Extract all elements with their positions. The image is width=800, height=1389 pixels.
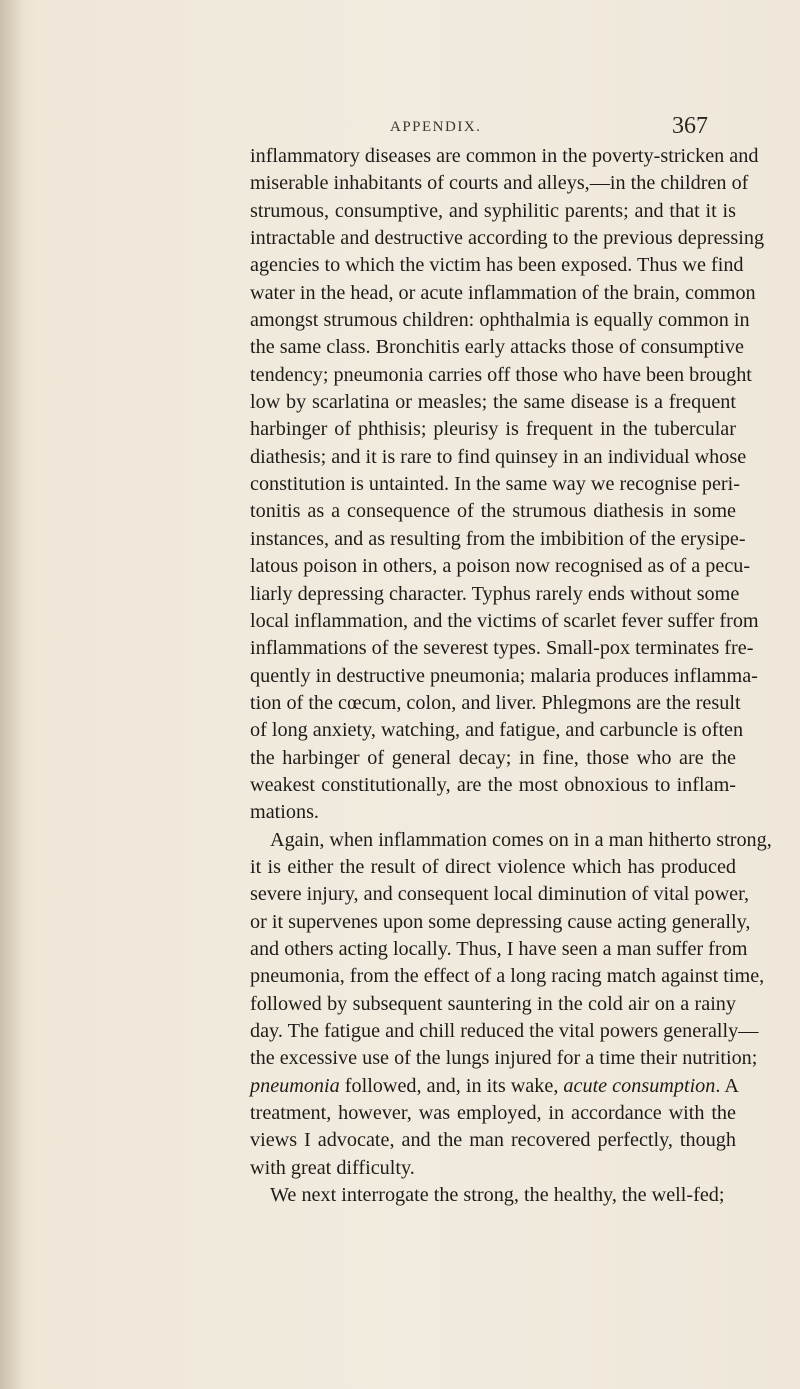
text-line: liarly depressing character. Typhus rarely ends without some: [250, 582, 740, 605]
text-line: constitution is untainted. In the same way we recognise peri-: [250, 473, 740, 496]
text-line: severe injury, and consequent local diminution of vital power,: [250, 883, 750, 906]
paragraph-3: [250, 1182, 736, 1209]
text-line: pneumonia followed, and, in its wake, acute consumption. A: [250, 1074, 739, 1097]
text-line: amongst strumous children: ophthalmia is equally common in: [250, 309, 750, 332]
text-line: pneumonia, from the effect of a long racing match against time,: [250, 965, 765, 988]
body-text: [250, 143, 772, 1209]
text-line: of long anxiety, watching, and fatigue, and carbuncle is often: [250, 719, 744, 742]
text-line: water in the head, or acute inflammation of the brain, common: [250, 281, 756, 304]
text-line: We next interrogate the strong, the healthy, the well-fed;: [270, 1184, 725, 1207]
text-line: diathesis; and it is rare to find quinsey in an individual whose: [250, 445, 747, 468]
binding-shadow: [0, 0, 24, 1389]
text-line: miserable inhabitants of courts and alleys,—in the children of: [250, 172, 749, 195]
text-line: harbinger of phthisis; pleurisy is frequent in the tubercular: [250, 418, 736, 441]
page-number: 367: [672, 113, 708, 139]
text-line: it is either the result of direct violence which has produced: [250, 855, 736, 878]
text-line: local inflammation, and the victims of scarlet fever suffer from: [250, 609, 759, 632]
italic-term: pneumonia: [250, 1074, 340, 1097]
paragraph-2: [250, 827, 772, 1182]
text-line: instances, and as resulting from the imbibition of the erysipe-: [250, 527, 746, 550]
text-line: the same class. Bronchitis early attacks those of consumptive: [250, 336, 744, 359]
text-line: tion of the cœcum, colon, and liver. Phlegmons are the result: [250, 691, 741, 714]
text-line: Again, when inflammation comes on in a man hitherto strong,: [270, 828, 772, 851]
text-line: intractable and destructive according to the previous depressing: [250, 227, 765, 250]
page-header: [0, 113, 800, 143]
italic-term: acute consumption: [563, 1074, 716, 1097]
text-line: inflammations of the severest types. Small-pox terminates fre-: [250, 637, 754, 660]
text-line: quently in destructive pneumonia; malaria produces inflamma-: [250, 664, 758, 687]
text-line: day. The fatigue and chill reduced the vital powers generally—: [250, 1020, 759, 1042]
text-line: with great difficulty.: [250, 1156, 415, 1179]
text-line: the harbinger of general decay; in fine, those who are the: [250, 746, 736, 769]
text-line: the excessive use of the lungs injured for a time their nutrition;: [250, 1047, 758, 1070]
text-line: views I advocate, and the man recovered perfectly, though: [250, 1129, 736, 1152]
text-line: latous poison in others, a poison now recognised as of a pecu-: [250, 555, 751, 578]
text-line: followed by subsequent sauntering in the cold air on a rainy: [250, 992, 736, 1015]
paragraph-1: [250, 143, 765, 827]
text-line: tonitis as a consequence of the strumous diathesis in some: [250, 500, 736, 523]
text-line: weakest constitutionally, are the most obnoxious to inflam-: [250, 773, 736, 796]
text-line: inflammatory diseases are common in the poverty-stricken and: [250, 145, 759, 167]
text-line: low by scarlatina or measles; the same disease is a frequent: [250, 391, 736, 414]
text-line: mations.: [250, 801, 319, 824]
text-line: agencies to which the victim has been exposed. Thus we find: [250, 254, 744, 277]
running-head: APPENDIX.: [390, 119, 482, 135]
text-line: and others acting locally. Thus, I have seen a man suffer from: [250, 937, 748, 960]
text-line: tendency; pneumonia carries off those who have been brought: [250, 363, 752, 386]
text-line: strumous, consumptive, and syphilitic parents; and that it is: [250, 199, 736, 222]
text-line: or it supervenes upon some depressing cause acting generally,: [250, 910, 751, 933]
text-line: treatment, however, was employed, in accordance with the: [250, 1102, 736, 1125]
